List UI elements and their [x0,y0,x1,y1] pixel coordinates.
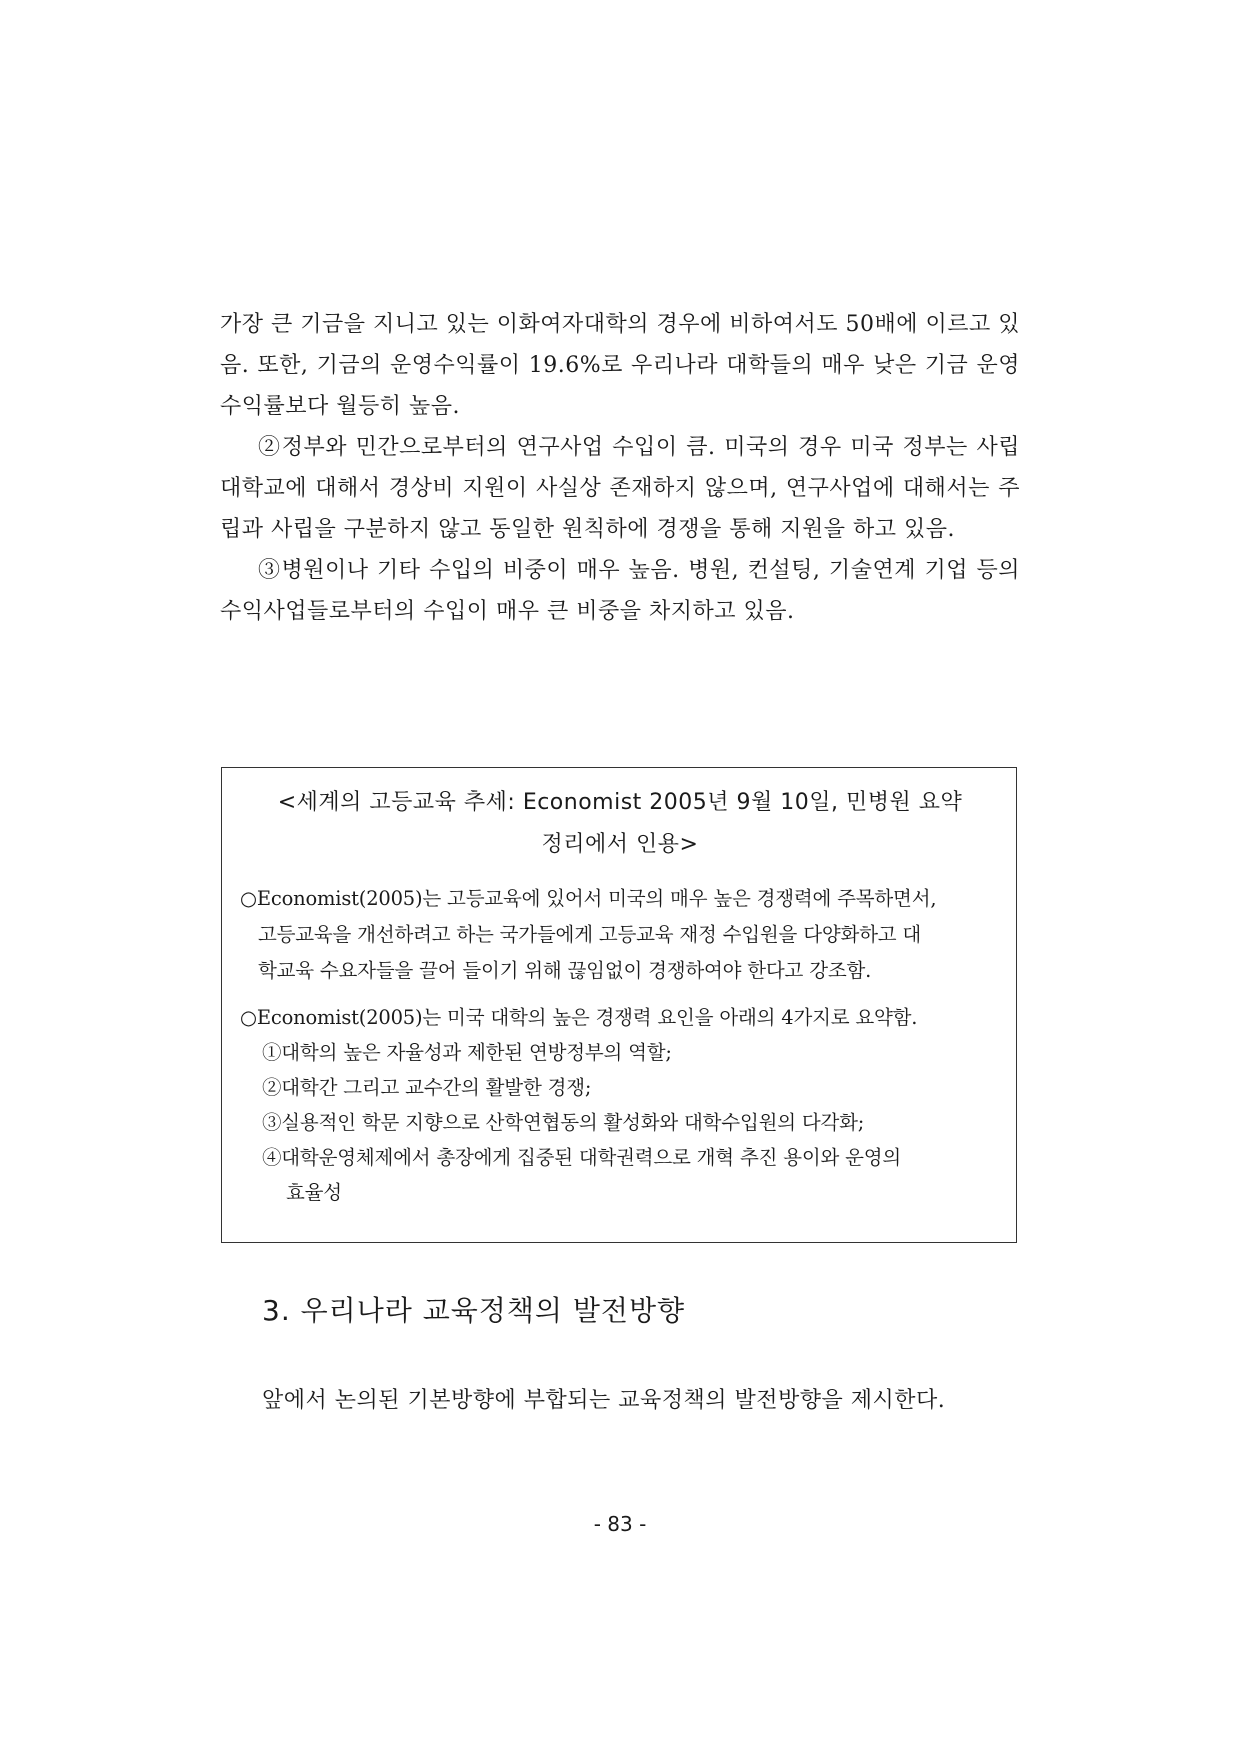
bullet-text: 고등교육을 개선하려고 하는 국가들에게 고등교육 재정 수입원을 다양화하고 대 [258,923,922,946]
factor-item: ②대학간 그리고 교수간의 활발한 경쟁; [262,1076,592,1099]
paragraph: ②정부와 민간으로부터의 연구사업 수입이 큼. 미국의 경우 미국 정부는 사립대학교에 대해서 경상비 지원이 사실상 존재하지 않으며, 연구사업에 대해서는 주립과 사립을 구분하지 않고 동일한 원칙하에 경쟁을 통해 지원을 하고 있음. [220,435,1020,542]
paragraph: 가장 큰 기금을 지니고 있는 이화여자대학의 경우에 비하여서도 50배에 이르고 있음. 또한, 기금의 운영수익률이 19.6%로 우리나라 대학들의 매우 낮은 기금 운영수익률보다 월등히 높음. [220,312,1020,419]
factor-list [262,1035,1002,1210]
factor-item-continuation: 효율성 [286,1181,342,1204]
factor-item: ③실용적인 학문 지향으로 산학연협동의 활성화와 대학수입원의 다각화; [262,1111,865,1134]
bullet-text: ○Economist(2005)는 고등교육에 있어서 미국의 매우 높은 경쟁력에 주목하면서, [240,887,937,910]
factor-item: ④대학운영체제에서 총장에게 집중된 대학권력으로 개혁 추진 용이와 운영의 [262,1146,902,1169]
box-title-line: <세계의 고등교육 추세: Economist 2005년 9월 10일, 민병원 요약 [277,790,963,815]
bullet-text: 학교육 수요자들을 끌어 들이기 위해 끊임없이 경쟁하여야 한다고 강조함. [258,959,872,982]
body-text [220,304,1020,632]
box-bullet-item [240,1000,1000,1036]
intro-paragraph: 앞에서 논의된 기본방향에 부합되는 교육정책의 발전방향을 제시한다. [262,1388,946,1413]
factor-item: ①대학의 높은 자율성과 제한된 연방정부의 역할; [262,1041,672,1064]
page-number: - 83 - [593,1512,647,1536]
box-bullet-item [240,881,1000,989]
bullet-text: ○Economist(2005)는 미국 대학의 높은 경쟁력 요인을 아래의 4가지로 요약함. [240,1006,918,1029]
box-title [222,782,1018,866]
paragraph: ③병원이나 기타 수입의 비중이 매우 높음. 병원, 컨설팅, 기술연계 기업 등의 수익사업들로부터의 수입이 매우 큰 비중을 차지하고 있음. [220,558,1020,624]
box-title-line: 정리에서 인용> [541,832,699,857]
quote-box [221,767,1017,1243]
section-heading: 3. 우리나라 교육정책의 발전방향 [262,1294,686,1327]
